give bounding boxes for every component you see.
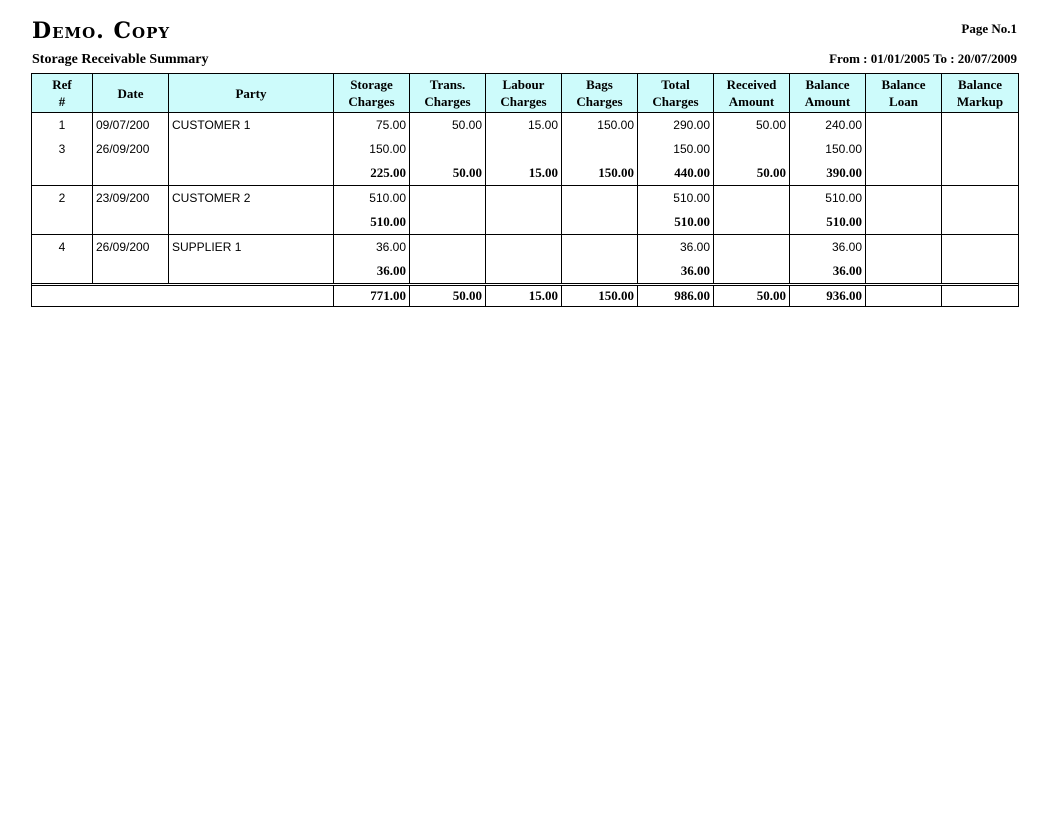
table-cell bbox=[562, 186, 638, 211]
subtotal-cell: 225.00 bbox=[334, 161, 410, 186]
subtotal-cell bbox=[714, 259, 790, 284]
subtotal-cell: 50.00 bbox=[714, 161, 790, 186]
table-cell bbox=[562, 235, 638, 260]
subtotal-cell bbox=[942, 161, 1019, 186]
subtotal-cell bbox=[93, 210, 169, 235]
column-header: Trans. Charges bbox=[410, 74, 486, 113]
subtotal-cell: 50.00 bbox=[410, 161, 486, 186]
column-header: Received Amount bbox=[714, 74, 790, 113]
subtotal-cell bbox=[410, 259, 486, 284]
table-cell: 36.00 bbox=[790, 235, 866, 260]
table-cell bbox=[866, 137, 942, 161]
table-cell: 150.00 bbox=[638, 137, 714, 161]
subtotal-cell: 510.00 bbox=[790, 210, 866, 235]
subtotal-cell bbox=[32, 259, 93, 284]
subtotal-cell bbox=[562, 259, 638, 284]
subtotal-cell bbox=[486, 210, 562, 235]
table-cell: 510.00 bbox=[638, 186, 714, 211]
table-cell: 150.00 bbox=[334, 137, 410, 161]
table-cell: 510.00 bbox=[334, 186, 410, 211]
subtotal-cell: 36.00 bbox=[334, 259, 410, 284]
table-cell: 26/09/200 bbox=[93, 235, 169, 260]
table-cell: 15.00 bbox=[486, 113, 562, 138]
table-cell bbox=[562, 137, 638, 161]
grand-total-cell: 150.00 bbox=[562, 286, 638, 307]
table-row bbox=[32, 186, 1019, 211]
table-body bbox=[32, 113, 1019, 307]
subtotal-cell bbox=[93, 259, 169, 284]
column-header: Ref # bbox=[32, 74, 93, 113]
grand-total-cell bbox=[942, 286, 1019, 307]
table-cell: 2 bbox=[32, 186, 93, 211]
subtotal-row bbox=[32, 161, 1019, 186]
table-cell: 290.00 bbox=[638, 113, 714, 138]
table-cell: 75.00 bbox=[334, 113, 410, 138]
column-header: Balance Markup bbox=[942, 74, 1019, 113]
subtotal-cell bbox=[169, 161, 334, 186]
grand-total-label bbox=[32, 286, 334, 307]
table-cell: 23/09/200 bbox=[93, 186, 169, 211]
table-cell bbox=[866, 113, 942, 138]
column-header: Party bbox=[169, 74, 334, 113]
grand-total-cell: 986.00 bbox=[638, 286, 714, 307]
table-cell: 150.00 bbox=[790, 137, 866, 161]
subtotal-cell: 510.00 bbox=[638, 210, 714, 235]
subtotal-cell: 150.00 bbox=[562, 161, 638, 186]
subtotal-cell bbox=[410, 210, 486, 235]
subtotal-cell: 390.00 bbox=[790, 161, 866, 186]
table-cell: 36.00 bbox=[334, 235, 410, 260]
table-row bbox=[32, 113, 1019, 138]
subtotal-cell bbox=[866, 161, 942, 186]
table-cell: 50.00 bbox=[410, 113, 486, 138]
table-cell bbox=[410, 186, 486, 211]
subtotal-cell bbox=[486, 259, 562, 284]
subtotal-row bbox=[32, 210, 1019, 235]
table-cell bbox=[866, 235, 942, 260]
table-cell bbox=[714, 186, 790, 211]
date-range: From : 01/01/2005 To : 20/07/2009 bbox=[829, 51, 1017, 66]
table-cell bbox=[942, 235, 1019, 260]
subtotal-cell bbox=[714, 210, 790, 235]
subtotal-cell bbox=[169, 259, 334, 284]
table-cell bbox=[410, 235, 486, 260]
table-cell bbox=[942, 113, 1019, 138]
table-cell bbox=[486, 235, 562, 260]
subtotal-cell: 510.00 bbox=[334, 210, 410, 235]
grand-total-cell bbox=[866, 286, 942, 307]
subtotal-cell bbox=[32, 161, 93, 186]
subtotal-cell bbox=[93, 161, 169, 186]
column-header: Date bbox=[93, 74, 169, 113]
receivable-table bbox=[31, 73, 1019, 307]
table-cell bbox=[486, 186, 562, 211]
column-header: Balance Amount bbox=[790, 74, 866, 113]
subtotal-cell: 36.00 bbox=[790, 259, 866, 284]
report-subtitle: Storage Receivable Summary bbox=[32, 52, 209, 67]
table-row bbox=[32, 137, 1019, 161]
grand-total-cell: 936.00 bbox=[790, 286, 866, 307]
table-cell bbox=[714, 235, 790, 260]
table-cell bbox=[486, 137, 562, 161]
table-cell bbox=[942, 137, 1019, 161]
table-cell: 4 bbox=[32, 235, 93, 260]
grand-total-cell: 50.00 bbox=[714, 286, 790, 307]
table-cell: 240.00 bbox=[790, 113, 866, 138]
subtotal-cell: 36.00 bbox=[638, 259, 714, 284]
table-cell: 1 bbox=[32, 113, 93, 138]
subtotal-cell bbox=[942, 210, 1019, 235]
subtotal-cell: 15.00 bbox=[486, 161, 562, 186]
subtotal-row bbox=[32, 259, 1019, 284]
table-cell: 09/07/200 bbox=[93, 113, 169, 138]
table-cell: 150.00 bbox=[562, 113, 638, 138]
table-cell: 50.00 bbox=[714, 113, 790, 138]
page-number: Page No.1 bbox=[961, 21, 1017, 36]
table-cell bbox=[866, 186, 942, 211]
column-header: Bags Charges bbox=[562, 74, 638, 113]
grand-total-cell: 771.00 bbox=[334, 286, 410, 307]
table-cell bbox=[169, 137, 334, 161]
report-title: Demo. Copy bbox=[32, 18, 171, 44]
table-cell: 26/09/200 bbox=[93, 137, 169, 161]
header-row bbox=[32, 74, 1019, 113]
table-row bbox=[32, 235, 1019, 260]
subtotal-cell bbox=[169, 210, 334, 235]
table-cell: CUSTOMER 1 bbox=[169, 113, 334, 138]
subtotal-cell bbox=[866, 259, 942, 284]
subtotal-cell bbox=[562, 210, 638, 235]
table-cell: CUSTOMER 2 bbox=[169, 186, 334, 211]
grand-total-cell: 15.00 bbox=[486, 286, 562, 307]
table-cell bbox=[942, 186, 1019, 211]
subtotal-cell bbox=[866, 210, 942, 235]
table-cell: 510.00 bbox=[790, 186, 866, 211]
subtotal-cell bbox=[942, 259, 1019, 284]
table-cell: 36.00 bbox=[638, 235, 714, 260]
table-cell: SUPPLIER 1 bbox=[169, 235, 334, 260]
grand-total-row bbox=[32, 286, 1019, 307]
grand-total-cell: 50.00 bbox=[410, 286, 486, 307]
subtotal-cell: 440.00 bbox=[638, 161, 714, 186]
column-header: Total Charges bbox=[638, 74, 714, 113]
table-cell bbox=[410, 137, 486, 161]
table-cell: 3 bbox=[32, 137, 93, 161]
column-header: Balance Loan bbox=[866, 74, 942, 113]
table-cell bbox=[714, 137, 790, 161]
column-header: Labour Charges bbox=[486, 74, 562, 113]
column-header: Storage Charges bbox=[334, 74, 410, 113]
subtotal-cell bbox=[32, 210, 93, 235]
